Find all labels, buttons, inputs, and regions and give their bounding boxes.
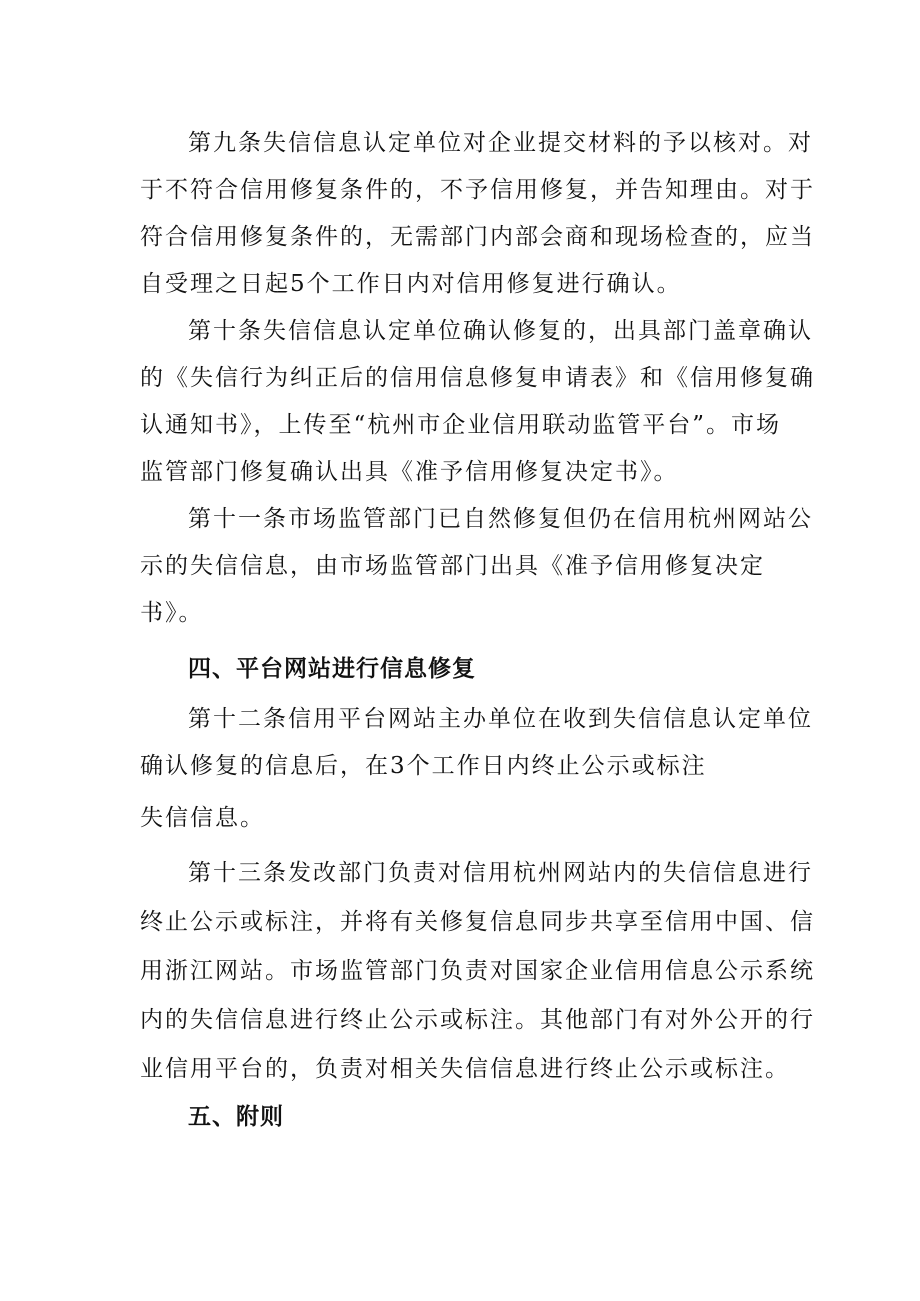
article-11-line-3: 书》。 [140,600,204,626]
article-12-line-2: 确认修复的信息后，在3个工作日内终止公示或标注 [140,753,707,779]
section-heading-4: 四、平台网站进行信息修复 [188,656,476,682]
article-10-line-2: 的《失信行为纠正后的信用信息修复申请表》和《信用修复确 [140,365,815,391]
article-13-line-3: 用浙江网站。市场监管部门负责对国家企业信用信息公示系统 [140,958,815,984]
article-12-line-1: 第十二条信用平台网站主办单位在收到失信信息认定单位 [188,706,813,732]
article-12-line-3: 失信信息。 [140,805,265,831]
article-10-line-4: 监管部门修复确认出具《准予信用修复决定书》。 [140,459,679,485]
article-13-line-5: 业信用平台的，负责对相关失信信息进行终止公示或标注。 [140,1056,790,1082]
article-9-line-4: 自受理之日起5个工作日内对信用修复进行确认。 [140,271,682,297]
article-11-line-2: 示的失信信息，由市场监管部门出具《准予信用修复决定 [140,553,765,579]
article-13-line-4: 内的失信信息进行终止公示或标注。其他部门有对外公开的行 [140,1007,815,1033]
article-13-line-2: 终止公示或标注，并将有关修复信息同步共享至信用中国、信 [140,909,815,935]
article-9-line-3: 符合信用修复条件的，无需部门内部会商和现场检查的，应当 [140,224,815,250]
article-11-line-1: 第十一条市场监管部门已自然修复但仍在信用杭州网站公 [188,506,813,532]
article-10-line-3: 认通知书》，上传至“杭州市企业信用联动监管平台”。市场 [140,412,782,438]
article-10-line-1: 第十条失信信息认定单位确认修复的，出具部门盖章确认 [188,318,813,344]
article-9-line-2: 于不符合信用修复条件的，不予信用修复，并告知理由。对于 [140,177,815,203]
article-9-line-1: 第九条失信信息认定单位对企业提交材料的予以核对。对 [188,130,813,156]
section-heading-5: 五、附则 [188,1104,284,1130]
article-13-line-1: 第十三条发改部门负责对信用杭州网站内的失信信息进行 [188,860,813,886]
